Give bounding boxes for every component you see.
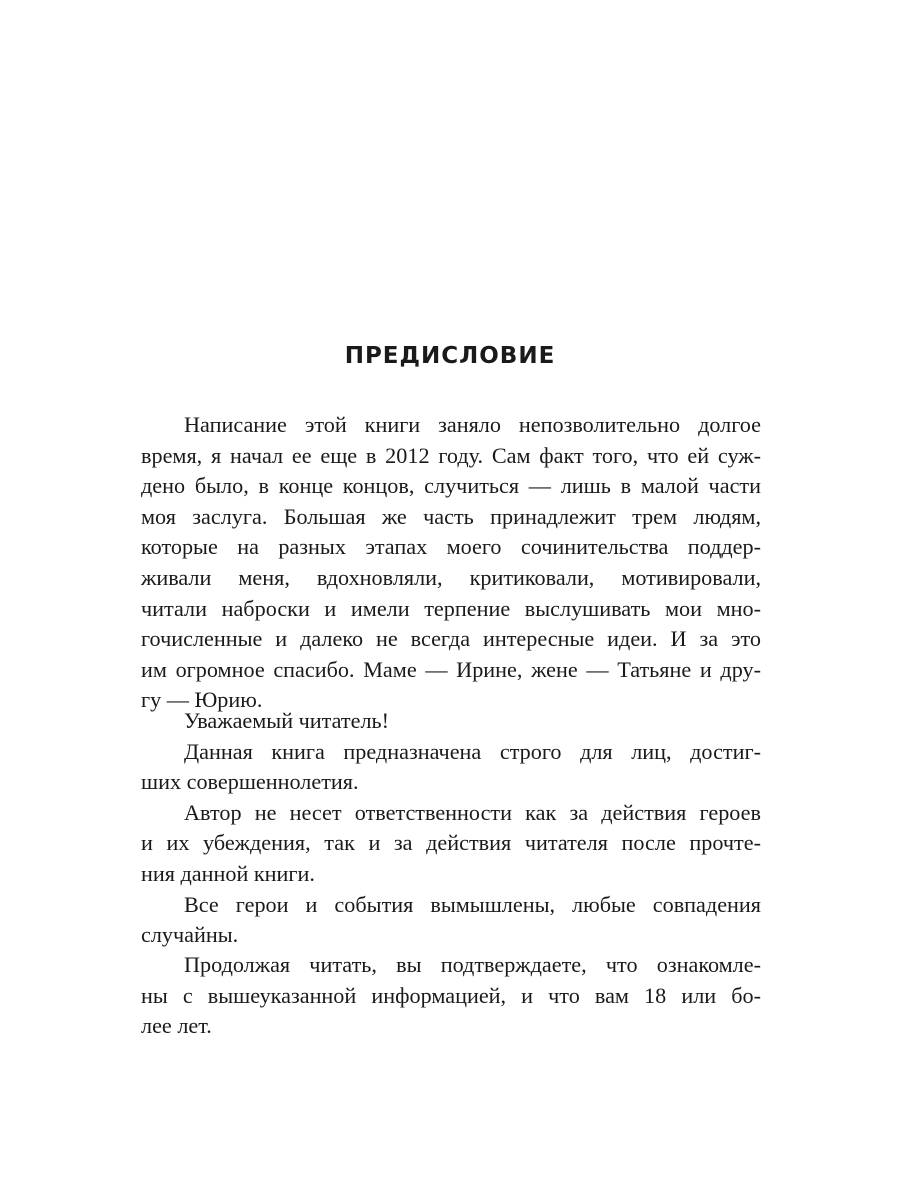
text-line: гочисленные и далеко не всегда интересные идеи. И за это <box>141 626 761 652</box>
text-line: которые на разных этапах моего сочинительства поддер- <box>141 534 761 560</box>
page-title: ПРЕДИСЛОВИЕ <box>344 343 556 369</box>
text-line: ших совершеннолетия. <box>141 769 359 795</box>
text-line: гу — Юрию. <box>141 687 263 713</box>
text-line: Данная книга предназначена строго для лиц, достиг- <box>184 738 761 764</box>
text-line: Продолжая читать, вы подтверждаете, что ознакомле- <box>184 952 761 977</box>
text-line: ния данной книги. <box>141 860 315 886</box>
text-line: Написание этой книги заняло непозволительно долгое <box>184 412 761 437</box>
text-line: и их убеждения, так и за действия читателя после прочте- <box>141 830 761 856</box>
preface-paragraph <box>141 410 761 716</box>
text-line: читали наброски и имели терпение выслушивать мои мно- <box>141 595 761 621</box>
text-line: живали меня, вдохновляли, критиковали, мотивировали, <box>141 564 761 590</box>
text-line: время, я начал ее еще в 2012 году. Сам факт того, что ей суж- <box>141 442 761 468</box>
text-line: Все герои и события вымышлены, любые совпадения <box>184 891 761 917</box>
reader-notice <box>141 706 761 951</box>
text-line: случайны. <box>141 922 239 948</box>
notice-greeting: Уважаемый читатель! <box>184 708 390 733</box>
text-line: Автор не несет ответственности как за действия героев <box>184 799 761 825</box>
text-line: им огромное спасибо. Маме — Ирине, жене — Татьяне и дру- <box>141 656 761 682</box>
text-line: ны с вышеуказанной информацией, и что вам 18 или бо- <box>141 982 761 1008</box>
text-line: моя заслуга. Большая же часть принадлежит трем людям, <box>141 503 761 529</box>
text-line: дено было, в конце концов, случиться — лишь в малой части <box>141 473 761 499</box>
text-line: лее лет. <box>141 1013 212 1039</box>
closing-paragraph <box>141 950 761 1042</box>
